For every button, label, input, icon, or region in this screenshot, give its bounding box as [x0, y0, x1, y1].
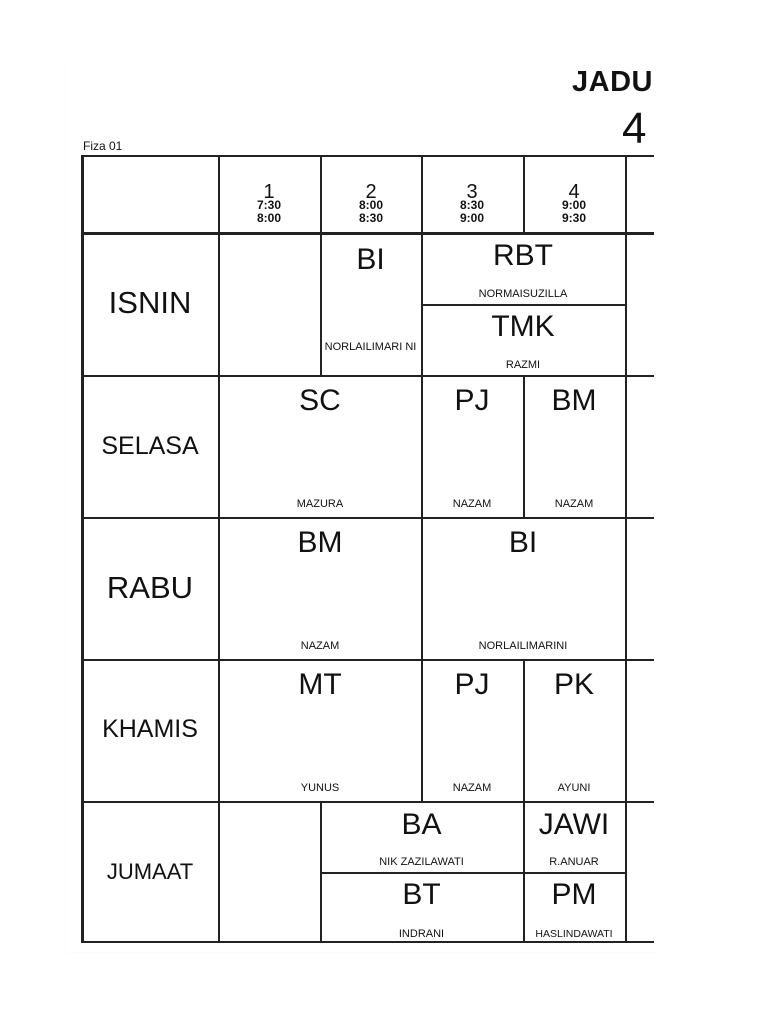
- period-start: 9:00: [561, 198, 587, 212]
- teacher-label: R.ANUAR: [549, 856, 599, 868]
- slot-isnin-tmk: [421, 305, 625, 375]
- day-label-jumaat: JUMAAT: [106, 859, 194, 884]
- grid-line: [82, 941, 654, 943]
- subject-label: PJ: [454, 668, 490, 701]
- teacher-label: AYUNI: [557, 782, 591, 794]
- subject-label: JAWI: [538, 808, 610, 841]
- teacher-label: YUNUS: [300, 782, 340, 794]
- period-start: 8:30: [459, 198, 485, 212]
- subject-label: BA: [401, 808, 442, 841]
- period-header-2: [321, 181, 421, 225]
- grid-line: [625, 155, 627, 943]
- subject-label: PM: [551, 878, 597, 911]
- teacher-label: INDRANI: [398, 928, 445, 940]
- day-label-khamis: KHAMIS: [102, 715, 198, 743]
- slot-selasa-pj: [421, 376, 523, 517]
- teacher-label: NAZAM: [300, 640, 340, 652]
- period-end: 8:30: [358, 211, 384, 225]
- teacher-label: NAZAM: [554, 498, 594, 510]
- period-header-3: [422, 181, 522, 225]
- period-header-4: [524, 181, 624, 225]
- period-number: 2: [365, 181, 377, 203]
- timetable-title: JADU: [572, 66, 653, 98]
- teacher-label: NAZAM: [452, 782, 492, 794]
- subject-label: RBT: [493, 239, 553, 272]
- slot-jumaat-jawi: [523, 802, 625, 872]
- teacher-label: NORLAILIMARI NI: [324, 341, 417, 353]
- slot-selasa-sc: [219, 376, 421, 517]
- subject-label: PJ: [454, 384, 490, 417]
- slot-jumaat-bt: [320, 873, 523, 941]
- subject-label: BI: [508, 526, 538, 559]
- slot-selasa-bm: [523, 376, 625, 517]
- period-header-1: [219, 181, 319, 225]
- period-number: 3: [466, 181, 478, 203]
- slot-jumaat-pm: [523, 873, 625, 941]
- teacher-label: NIK ZAZILAWATI: [379, 856, 464, 868]
- subject-label: PK: [553, 668, 595, 701]
- slot-khamis-mt: [219, 660, 421, 801]
- slot-khamis-pj: [421, 660, 523, 801]
- slot-jumaat-ba: [320, 802, 523, 872]
- teacher-label: NORMAISUZILLA: [478, 288, 568, 300]
- grid-line: [82, 155, 654, 157]
- grid-line: [81, 155, 84, 943]
- period-start: 8:00: [358, 198, 384, 212]
- subject-label: BI: [356, 243, 385, 276]
- teacher-label: NORLAILIMARINI: [478, 640, 568, 652]
- period-end: 9:30: [561, 211, 587, 225]
- subject-label: BT: [402, 878, 441, 911]
- slot-isnin-rbt: [421, 233, 625, 304]
- class-label: Fiza 01: [83, 139, 123, 153]
- subject-label: BM: [551, 384, 597, 417]
- period-start: 7:30: [256, 198, 282, 212]
- subject-label: MT: [298, 668, 342, 701]
- day-label-selasa: SELASA: [101, 432, 199, 460]
- subject-label: BM: [297, 526, 343, 559]
- teacher-label: RAZMI: [505, 359, 541, 371]
- subject-label: TMK: [491, 310, 555, 343]
- period-number: 4: [568, 181, 580, 203]
- period-number: 1: [263, 181, 275, 203]
- subject-label: SC: [299, 384, 341, 417]
- day-label-isnin: ISNIN: [108, 285, 192, 320]
- period-end: 8:00: [256, 211, 282, 225]
- teacher-label: MAZURA: [296, 498, 344, 510]
- slot-rabu-bi: [421, 518, 625, 659]
- class-number: 4: [622, 104, 647, 153]
- teacher-label: NAZAM: [452, 498, 492, 510]
- teacher-label: HASLINDAWATI: [535, 928, 613, 940]
- slot-khamis-pk: [523, 660, 625, 801]
- slot-isnin-bi: [320, 233, 421, 375]
- slot-rabu-bm: [219, 518, 421, 659]
- period-end: 9:00: [459, 211, 485, 225]
- day-label-rabu: RABU: [106, 570, 194, 605]
